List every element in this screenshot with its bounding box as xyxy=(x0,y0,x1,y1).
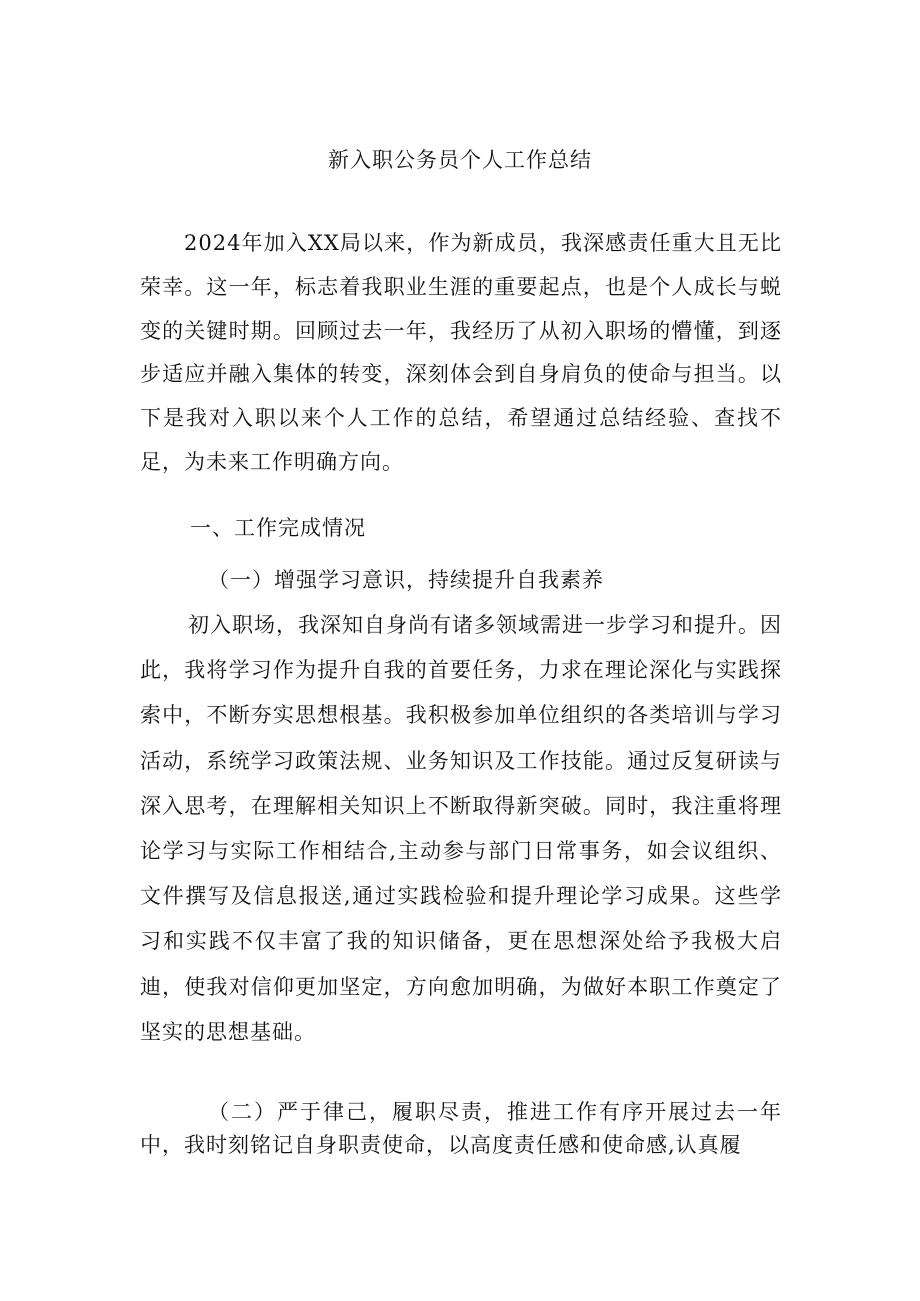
duty-paragraph: （二）严于律己，履职尽责，推进工作有序开展过去一年中，我时刻铭记自身职责使命，以高度责任感和使命感,认真履 xyxy=(140,1100,782,1157)
document-title: 新入职公务员个人工作总结 xyxy=(328,148,592,172)
learning-paragraph: 初入职场，我深知自身尚有诸多领域需进一步学习和提升。因此，我将学习作为提升自我的首要任务，力求在理论深化与实践探索中，不断夯实思想根基。我积极参加单位组织的各类培训与学习活动，系统学习政策法规、业务知识及工作技能。通过反复研读与深入思考，在理解相关知识上不断取得新突破。同时，我注重将理论学习与实际工作相结合,主动参与部门日常事务，如会议组织、文件撰写及信息报送,通过实践检验和提升理论学习成果。这些学习和实践不仅丰富了我的知识储备，更在思想深处给予我极大启迪，使我对信仰更加坚定，方向愈加明确，为做好本职工作奠定了坚实的思想基础。 xyxy=(140,613,782,1044)
intro-paragraph: 2024年加入XX局以来，作为新成员，我深感责任重大且无比荣幸。这一年，标志着我职业生涯的重要起点，也是个人成长与蜕变的关键时期。回顾过去一年，我经历了从初入职场的懵懂，到逐步适应并融入集体的转变，深刻体会到自身肩负的使命与担当。以下是我对入职以来个人工作的总结，希望通过总结经验、查找不足，为未来工作明确方向。 xyxy=(140,231,782,474)
subsection-heading-learning: （一）增强学习意识，持续提升自我素养 xyxy=(208,568,604,592)
section-heading-work-completion: 一、工作完成情况 xyxy=(190,516,366,540)
